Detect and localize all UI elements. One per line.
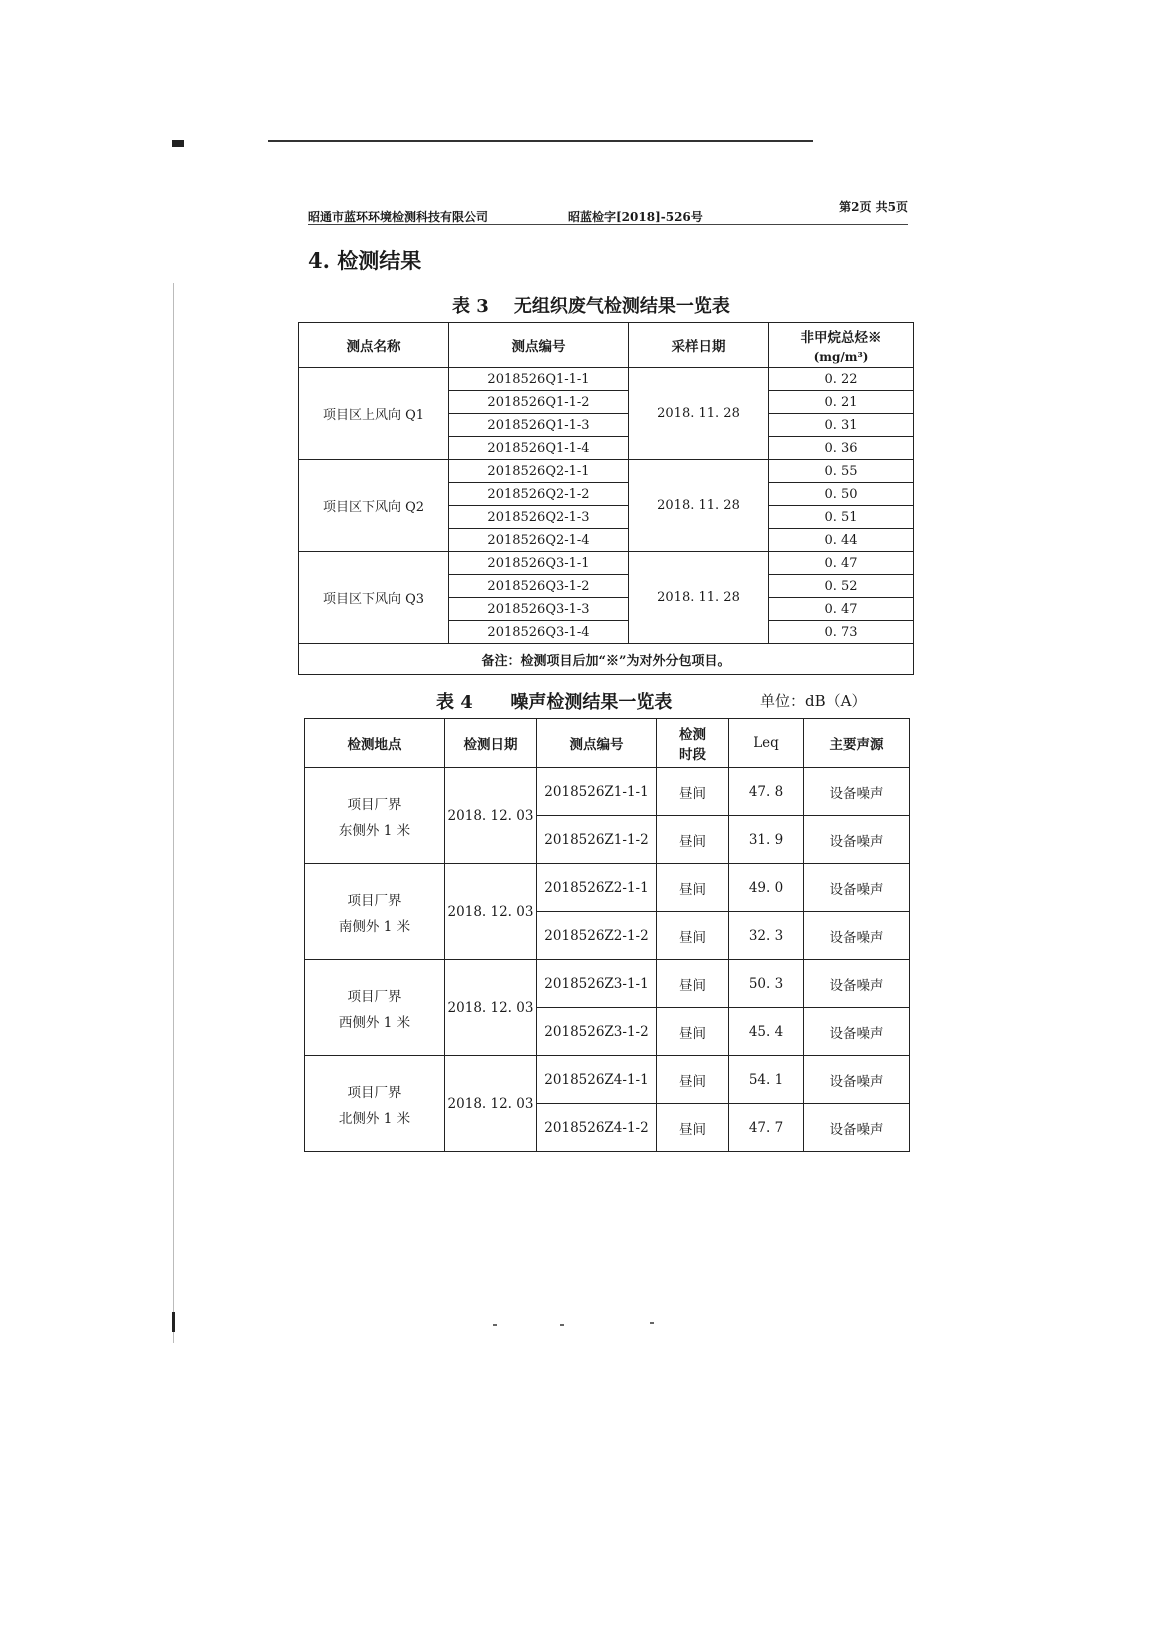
location-cell: [305, 1056, 445, 1152]
table-row: [305, 960, 910, 1008]
site-name-cell: 项目区上风向 Q1: [299, 368, 449, 460]
main-source-cell: 设备噪声: [804, 816, 910, 864]
location-line2: 南侧外 1 米: [338, 918, 411, 935]
point-code-cell: 2018526Q3-1-3: [449, 598, 629, 621]
point-code-cell: 2018526Q3-1-4: [449, 621, 629, 644]
table-note-row: [299, 644, 914, 675]
header-rule: [308, 224, 908, 225]
table-header-row: [299, 323, 914, 368]
header-main-source: 主要声源: [804, 719, 910, 768]
point-code-cell: 2018526Q1-1-3: [449, 414, 629, 437]
table-row: [299, 552, 914, 575]
location-line1: 项目厂界: [347, 796, 402, 813]
point-code-cell: 2018526Q1-1-4: [449, 437, 629, 460]
point-code-cell: 2018526Z3-1-2: [537, 1008, 657, 1056]
test-date-cell: 2018. 12. 03: [445, 864, 537, 960]
scan-speck: [493, 1324, 497, 1326]
scan-top-rule: [268, 140, 813, 142]
table3-title: 表 3 无组织废气检测结果一览表: [452, 296, 730, 317]
table-row: [299, 368, 914, 391]
nmhc-value-cell: 0. 22: [769, 368, 914, 391]
sampling-date-cell: 2018. 11. 28: [629, 552, 769, 644]
table-row: [305, 1056, 910, 1104]
table4-title: 表 4 噪声检测结果一览表: [436, 692, 673, 713]
location-cell: [305, 960, 445, 1056]
header-period-line2: 时段: [679, 747, 706, 763]
table-row: [305, 768, 910, 816]
leq-value-cell: 54. 1: [729, 1056, 804, 1104]
scan-edge-line: [173, 283, 174, 1343]
point-code-cell: 2018526Q1-1-1: [449, 368, 629, 391]
section-title: 4. 检测结果: [308, 248, 422, 273]
point-code-cell: 2018526Q3-1-1: [449, 552, 629, 575]
nmhc-value-cell: 0. 52: [769, 575, 914, 598]
header-sampling-date: 采样日期: [629, 323, 769, 368]
nmhc-value-cell: 0. 31: [769, 414, 914, 437]
table4-unit: 单位：dB（A）: [760, 692, 867, 710]
table-header-row: [305, 719, 910, 768]
point-code-cell: 2018526Q1-1-2: [449, 391, 629, 414]
sampling-date-cell: 2018. 11. 28: [629, 460, 769, 552]
period-cell: 昼间: [657, 960, 729, 1008]
header-site-name: 测点名称: [299, 323, 449, 368]
test-date-cell: 2018. 12. 03: [445, 768, 537, 864]
table-row: [305, 864, 910, 912]
leq-value-cell: 47. 7: [729, 1104, 804, 1152]
main-source-cell: 设备噪声: [804, 960, 910, 1008]
nmhc-value-cell: 0. 51: [769, 506, 914, 529]
header-period: [657, 719, 729, 768]
location-line2: 西侧外 1 米: [338, 1014, 411, 1031]
nmhc-value-cell: 0. 47: [769, 552, 914, 575]
period-cell: 昼间: [657, 912, 729, 960]
test-date-cell: 2018. 12. 03: [445, 1056, 537, 1152]
period-cell: 昼间: [657, 1008, 729, 1056]
point-code-cell: 2018526Q3-1-2: [449, 575, 629, 598]
nmhc-value-cell: 0. 55: [769, 460, 914, 483]
sampling-date-cell: 2018. 11. 28: [629, 368, 769, 460]
header-point-code: 测点编号: [449, 323, 629, 368]
header-nmhc: [769, 323, 914, 368]
point-code-cell: 2018526Q2-1-4: [449, 529, 629, 552]
main-source-cell: 设备噪声: [804, 768, 910, 816]
header-test-date: 检测日期: [445, 719, 537, 768]
point-code-cell: 2018526Z4-1-1: [537, 1056, 657, 1104]
location-cell: [305, 864, 445, 960]
leq-value-cell: 32. 3: [729, 912, 804, 960]
scan-speck: [650, 1322, 654, 1324]
location-line2: 东侧外 1 米: [338, 822, 411, 839]
page-header: [308, 196, 908, 226]
main-source-cell: 设备噪声: [804, 1056, 910, 1104]
point-code-cell: 2018526Z2-1-2: [537, 912, 657, 960]
point-code-cell: 2018526Z1-1-1: [537, 768, 657, 816]
site-name-cell: 项目区下风向 Q3: [299, 552, 449, 644]
period-cell: 昼间: [657, 768, 729, 816]
period-cell: 昼间: [657, 1056, 729, 1104]
header-period-line1: 检测: [679, 727, 706, 743]
point-code-cell: 2018526Q2-1-2: [449, 483, 629, 506]
site-name-cell: 项目区下风向 Q2: [299, 460, 449, 552]
leq-value-cell: 45. 4: [729, 1008, 804, 1056]
table3-voc-results: [298, 322, 914, 675]
location-line2: 北侧外 1 米: [338, 1110, 411, 1127]
nmhc-value-cell: 0. 73: [769, 621, 914, 644]
document-number: 昭蓝检字[2018]-526号: [568, 210, 703, 224]
company-name: 昭通市蓝环环境检测科技有限公司: [308, 210, 489, 224]
nmhc-value-cell: 0. 50: [769, 483, 914, 506]
point-code-cell: 2018526Q2-1-3: [449, 506, 629, 529]
leq-value-cell: 47. 8: [729, 768, 804, 816]
main-source-cell: 设备噪声: [804, 912, 910, 960]
table3-note: 备注：检测项目后加“※”为对外分包项目。: [299, 644, 914, 675]
table-row: [299, 460, 914, 483]
scan-mark-bottom: [172, 1312, 175, 1332]
main-source-cell: 设备噪声: [804, 864, 910, 912]
point-code-cell: 2018526Z2-1-1: [537, 864, 657, 912]
leq-value-cell: 50. 3: [729, 960, 804, 1008]
leq-value-cell: 31. 9: [729, 816, 804, 864]
period-cell: 昼间: [657, 864, 729, 912]
test-date-cell: 2018. 12. 03: [445, 960, 537, 1056]
header-location: 检测地点: [305, 719, 445, 768]
period-cell: 昼间: [657, 816, 729, 864]
header-point-code: 测点编号: [537, 719, 657, 768]
location-cell: [305, 768, 445, 864]
scan-speck: [560, 1324, 564, 1326]
nmhc-value-cell: 0. 47: [769, 598, 914, 621]
location-line1: 项目厂界: [347, 892, 402, 909]
location-line1: 项目厂界: [347, 988, 402, 1005]
header-leq: Leq: [729, 719, 804, 768]
table4-noise-results: [304, 718, 910, 1152]
location-line1: 项目厂界: [347, 1084, 402, 1101]
nmhc-value-cell: 0. 44: [769, 529, 914, 552]
point-code-cell: 2018526Q2-1-1: [449, 460, 629, 483]
main-source-cell: 设备噪声: [804, 1104, 910, 1152]
header-nmhc-unit: (mg/m³): [813, 350, 869, 364]
scan-mark-top: [172, 140, 184, 147]
header-nmhc-name: 非甲烷总烃※: [800, 330, 882, 346]
nmhc-value-cell: 0. 21: [769, 391, 914, 414]
point-code-cell: 2018526Z3-1-1: [537, 960, 657, 1008]
main-source-cell: 设备噪声: [804, 1008, 910, 1056]
page-number: 第2页 共5页: [839, 200, 908, 214]
nmhc-value-cell: 0. 36: [769, 437, 914, 460]
period-cell: 昼间: [657, 1104, 729, 1152]
point-code-cell: 2018526Z1-1-2: [537, 816, 657, 864]
leq-value-cell: 49. 0: [729, 864, 804, 912]
point-code-cell: 2018526Z4-1-2: [537, 1104, 657, 1152]
